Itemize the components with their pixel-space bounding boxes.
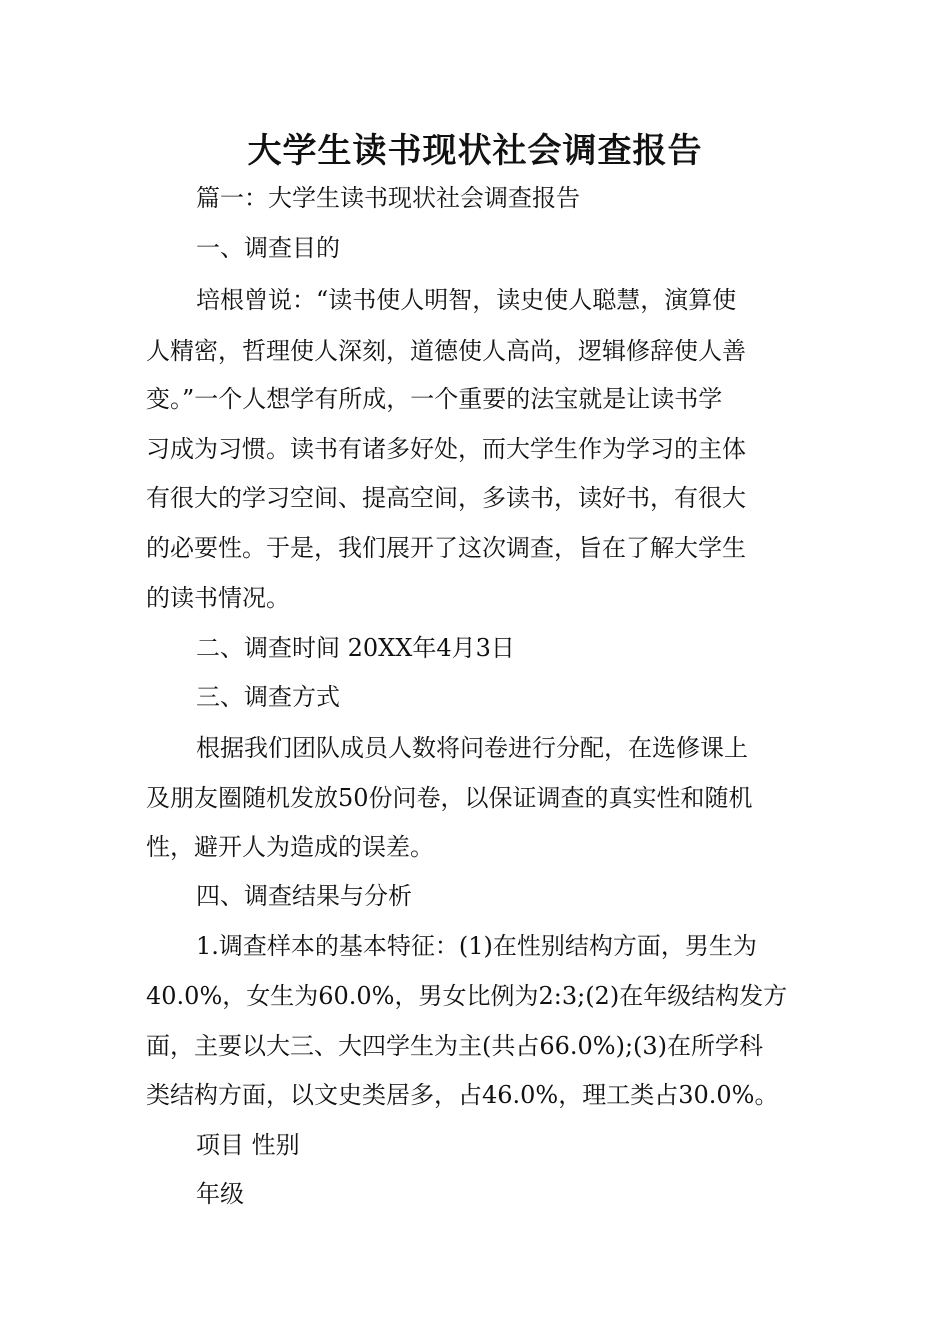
section-heading-method: 三、调查方式 bbox=[196, 683, 340, 711]
paragraph-line: 类结构方面，以文史类居多，占46.0%，理工类占30.0%。 bbox=[146, 1081, 779, 1109]
paragraph-line: 性，避开人为造成的误差。 bbox=[146, 833, 434, 861]
table-row-label: 年级 bbox=[196, 1180, 244, 1208]
paragraph-line: 培根曾说：“读书使人明智，读史使人聪慧，演算使 bbox=[196, 286, 737, 314]
paragraph-line: 有很大的学习空间、提高空间，多读书，读好书，有很大 bbox=[146, 484, 746, 512]
paragraph-line: 习成为习惯。读书有诸多好处，而大学生作为学习的主体 bbox=[146, 435, 746, 463]
paragraph-line: 面，主要以大三、大四学生为主(共占66.0%);(3)在所学科 bbox=[146, 1032, 764, 1060]
paragraph-line: 40.0%，女生为60.0%，男女比例为2:3;(2)在年级结构发方 bbox=[146, 982, 788, 1010]
paragraph-line: 人精密，哲理使人深刻，道德使人高尚，逻辑修辞使人善 bbox=[146, 337, 746, 365]
paragraph-line: 及朋友圈随机发放50份问卷，以保证调查的真实性和随机 bbox=[146, 784, 753, 812]
document-title: 大学生读书现状社会调查报告 bbox=[247, 131, 703, 171]
paragraph-line: 1.调查样本的基本特征：(1)在性别结构方面，男生为 bbox=[196, 932, 757, 960]
table-header-line: 项目 性别 bbox=[196, 1131, 300, 1159]
section-heading-purpose: 一、调查目的 bbox=[196, 234, 340, 262]
paragraph-line: 变。”一个人想学有所成，一个重要的法宝就是让读书学 bbox=[146, 385, 723, 413]
article-heading: 篇一：大学生读书现状社会调查报告 bbox=[196, 184, 580, 212]
paragraph-line: 的读书情况。 bbox=[146, 584, 290, 612]
paragraph-line: 的必要性。于是，我们展开了这次调查，旨在了解大学生 bbox=[146, 534, 746, 562]
section-heading-time: 二、调查时间 20XX年4月3日 bbox=[196, 634, 515, 662]
section-heading-results: 四、调查结果与分析 bbox=[196, 882, 412, 910]
paragraph-line: 根据我们团队成员人数将问卷进行分配，在选修课上 bbox=[196, 734, 748, 762]
